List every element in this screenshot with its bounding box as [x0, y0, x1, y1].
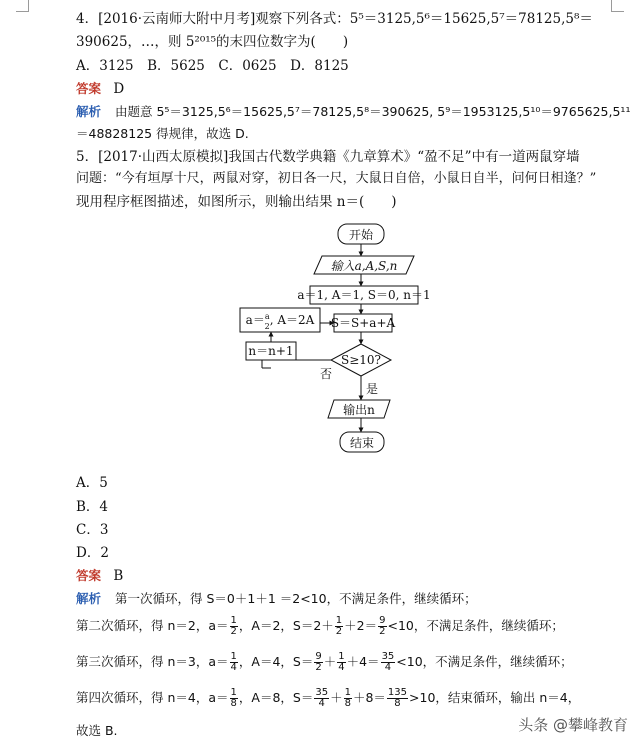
corner-mark-top-left	[16, 0, 29, 12]
q5-line-1: 5．[2017·山西太原模拟]我国古代数学典籍《九章算术》“盈不足”中有一道两鼠穿墙	[76, 149, 580, 165]
answer-value: B	[113, 568, 124, 584]
num: 9	[379, 615, 386, 626]
den: 4	[230, 662, 237, 673]
num: 135	[387, 687, 408, 698]
q5-step-1: 第一次循环，得 S＝0＋1＋1 ＝2<10，不满足条件，继续循环；	[115, 591, 477, 606]
flow-sum: S＝S+a+A	[330, 316, 396, 330]
q5-line-3: 现用程序框图描述，如图所示，则输出结果 n＝( )	[76, 194, 397, 210]
frac	[378, 616, 386, 637]
flow-end: 结束	[349, 436, 375, 450]
flow-no-label: 否	[320, 367, 333, 381]
frac	[337, 652, 345, 673]
den: 2	[315, 662, 322, 673]
flow-incr: n＝n+1	[248, 344, 294, 358]
num: 35	[381, 651, 395, 662]
s4-e: >10，结束循环，输出 n＝4，	[409, 690, 581, 705]
flow-yes-label: 是	[366, 382, 379, 396]
den: 4	[338, 662, 345, 673]
s4-d: ＋8＝	[352, 690, 386, 705]
num: 1	[335, 615, 343, 626]
den: 4	[318, 698, 325, 709]
flow-update-a-post: , A＝2A	[269, 313, 315, 327]
q4-line-2: 390625，…，则 5²⁰¹⁵的末四位数字为( )	[76, 34, 349, 50]
q5-option-a: A．5	[76, 475, 108, 491]
s3-a: 第三次循环，得 n＝3，a＝	[76, 654, 229, 669]
flow-init: a＝1, A＝1, S＝0, n＝1	[297, 288, 431, 302]
q4-analysis-line-1	[76, 103, 630, 121]
q5-option-d: D．2	[76, 545, 109, 561]
q4-analysis-text-1: 由题意 5⁵＝3125,5⁶＝15625,5⁷＝78125,5⁸＝390625, 5⁹＝1953125,5¹⁰＝9765625,5¹¹	[115, 104, 631, 119]
den: 8	[344, 698, 351, 709]
s3-c: ＋	[323, 654, 337, 669]
s3-e: <10，不满足条件，继续循环；	[396, 654, 573, 669]
answer-label: 答案	[76, 568, 102, 583]
flow-update-a-num: a	[264, 312, 270, 321]
frac	[230, 652, 238, 673]
q4-answer	[76, 80, 124, 98]
q5-option-b: B．4	[76, 499, 109, 515]
flow-cond: S≥10?	[341, 353, 381, 367]
s4-b: ，A＝8，S＝	[238, 690, 314, 705]
s2-b: ，A＝2，S＝2＋	[238, 618, 334, 633]
flow-update-a-den: 2	[264, 322, 270, 331]
s4-c: ＋	[330, 690, 343, 705]
frac	[314, 652, 322, 673]
frac	[344, 688, 352, 709]
s2-a: 第二次循环，得 n＝2，a＝	[76, 618, 229, 633]
num: 1	[344, 687, 351, 698]
den: 2	[379, 626, 386, 637]
s3-d: ＋4＝	[346, 654, 380, 669]
num: 35	[315, 687, 329, 698]
flow-update-a-pre: a＝	[245, 313, 265, 327]
q5-analysis-line-1	[76, 590, 477, 608]
flow-input: 输入a,A,S,n	[330, 259, 398, 273]
analysis-label: 解析	[76, 104, 102, 119]
frac	[381, 652, 396, 673]
answer-value: D	[113, 81, 125, 97]
den: 2	[230, 626, 237, 637]
s3-b: ，A＝4，S＝	[238, 654, 314, 669]
num: 9	[315, 651, 322, 662]
watermark: 头条 @攀峰教育	[518, 716, 628, 734]
corner-mark-top-right	[611, 0, 624, 12]
frac	[230, 688, 238, 709]
flowchart	[228, 218, 440, 468]
num: 1	[230, 615, 237, 626]
num: 1	[338, 651, 345, 662]
s4-a: 第四次循环，得 n＝4，a＝	[76, 690, 229, 705]
analysis-label: 解析	[76, 591, 102, 606]
q5-answer	[76, 567, 123, 585]
frac	[230, 616, 238, 637]
q5-step-3	[76, 652, 573, 673]
num: 1	[230, 651, 237, 662]
s2-d: <10，不满足条件，继续循环；	[387, 618, 564, 633]
s2-c: ＋2＝	[344, 618, 378, 633]
frac	[335, 616, 343, 637]
den: 8	[230, 698, 237, 709]
q4-analysis-line-2: ＝48828125 得规律，故选 D.	[76, 126, 249, 141]
num: 1	[230, 687, 237, 698]
q4-options: A．3125 B．5625 C．0625 D．8125	[76, 58, 349, 74]
flow-start: 开始	[348, 228, 374, 242]
q5-step-2	[76, 616, 564, 637]
den: 4	[384, 662, 392, 673]
frac	[387, 688, 408, 709]
answer-label: 答案	[76, 81, 102, 96]
den: 2	[335, 626, 343, 637]
den: 8	[394, 698, 401, 709]
frac	[314, 688, 329, 709]
q4-line-1: 4．[2016·云南师大附中月考]观察下列各式：5⁵＝3125,5⁶＝15625,5⁷＝78125,5⁸＝	[76, 11, 593, 27]
q5-option-c: C．3	[76, 522, 109, 538]
flow-output: 输出n	[343, 403, 375, 417]
q5-step-5: 故选 B.	[76, 723, 118, 738]
q5-line-2: 问题：“今有垣厚十尺，两鼠对穿，初日各一尺，大鼠日自倍，小鼠日自半，问何日相逢？”	[76, 171, 597, 186]
q5-step-4	[76, 688, 580, 709]
